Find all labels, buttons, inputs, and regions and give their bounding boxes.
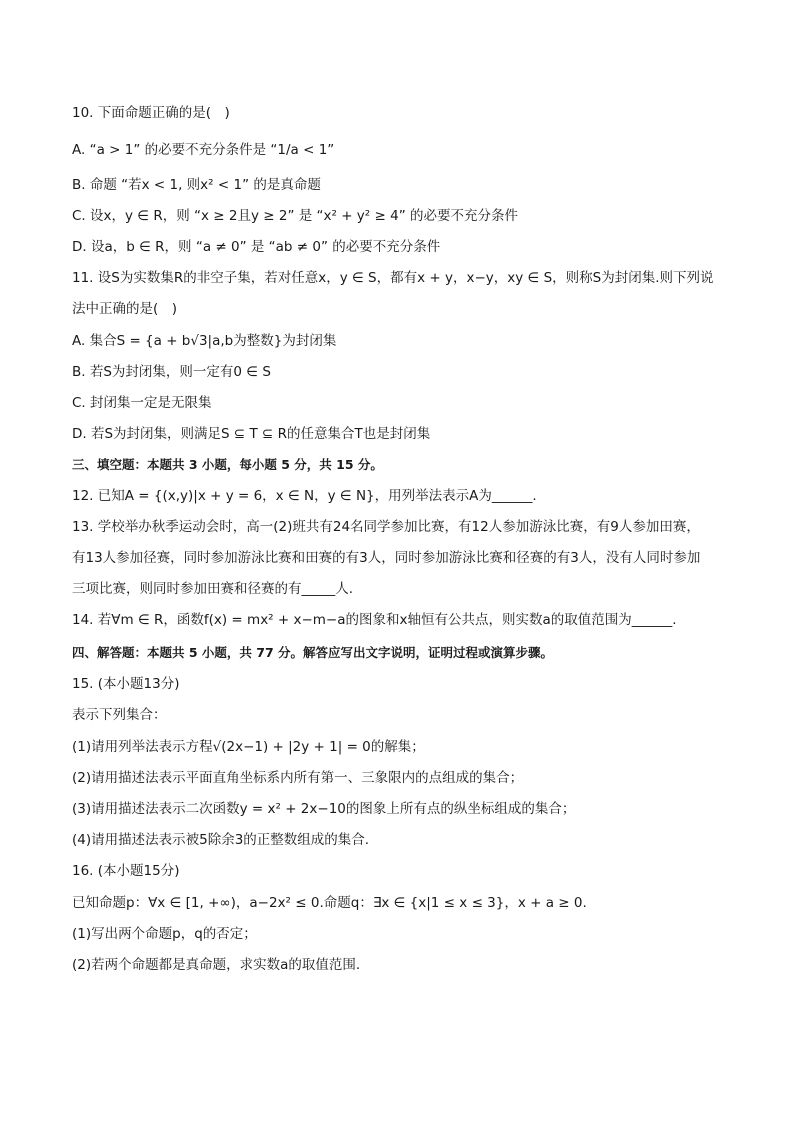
question-15-part1: (1)请用列举法表示方程√(2x−1) + |2y + 1| = 0的解集；: [72, 739, 425, 755]
question-16-part2: (2)若两个命题都是真命题，求实数a的取值范围.: [72, 957, 361, 973]
question-11-option-a: A. 集合S = {a + b√3|a,b为整数}为封闭集: [72, 333, 337, 349]
section-fill-in-heading: 三、填空题：本题共 3 小题，每小题 5 分，共 15 分。: [72, 457, 383, 472]
question-10-stem: 10. 下面命题正确的是( ): [72, 105, 230, 121]
question-13-line1: 13. 学校举办秋季运动会时，高一(2)班共有24名同学参加比赛，有12人参加游泳比赛，有9人参加田赛，: [72, 519, 700, 535]
question-11-stem-line2: 法中正确的是( ): [72, 301, 178, 317]
question-16-part1: (1)写出两个命题p，q的否定；: [72, 926, 257, 942]
question-11-option-c: C. 封闭集一定是无限集: [72, 395, 212, 411]
question-10-option-d: D. 设a，b ∈ R，则 “a ≠ 0” 是 “ab ≠ 0” 的必要不充分条件: [72, 239, 441, 255]
question-11-stem-line1: 11. 设S为实数集R的非空子集，若对任意x，y ∈ S，都有x + y，x−y，xy ∈ S，则称S为封闭集.则下列说: [72, 270, 714, 286]
question-15-intro: 表示下列集合：: [72, 707, 167, 723]
question-16-stem: 已知命题p：∀x ∈ [1, +∞)，a−2x² ≤ 0.命题q：∃x ∈ {x|1 ≤ x ≤ 3}，x + a ≥ 0.: [72, 895, 587, 911]
question-11-option-b: B. 若S为封闭集，则一定有0 ∈ S: [72, 364, 271, 380]
question-13-line3: 三项比赛，则同时参加田赛和径赛的有_____人.: [72, 581, 354, 597]
question-11-option-d: D. 若S为封闭集，则满足S ⊆ T ⊆ R的任意集合T也是封闭集: [72, 426, 431, 442]
question-15-part3: (3)请用描述法表示二次函数y = x² + 2x−10的图象上所有点的纵坐标组成的集合；: [72, 801, 576, 817]
question-15-part4: (4)请用描述法表示被5除余3的正整数组成的集合.: [72, 832, 370, 848]
question-12: 12. 已知A = {(x,y)|x + y = 6，x ∈ N，y ∈ N}，用列举法表示A为______.: [72, 488, 537, 504]
section-answer-heading: 四、解答题：本题共 5 小题，共 77 分。解答应写出文字说明，证明过程或演算步骤。: [72, 645, 554, 660]
question-15-heading: 15. (本小题13分): [72, 676, 180, 692]
question-16-heading: 16. (本小题15分): [72, 863, 180, 879]
question-10-option-c: C. 设x，y ∈ R，则 “x ≥ 2且y ≥ 2” 是 “x² + y² ≥ 4” 的必要不充分条件: [72, 208, 518, 224]
question-10-option-a: A. “a > 1” 的必要不充分条件是 “1/a < 1”: [72, 142, 335, 158]
question-13-line2: 有13人参加径赛，同时参加游泳比赛和田赛的有3人，同时参加游泳比赛和径赛的有3人，没有人同时参加: [72, 550, 701, 566]
question-14: 14. 若∀m ∈ R，函数f(x) = mx² + x−m−a的图象和x轴恒有公共点，则实数a的取值范围为______.: [72, 612, 677, 628]
question-10-option-b: B. 命题 “若x < 1, 则x² < 1” 的是真命题: [72, 177, 321, 193]
question-15-part2: (2)请用描述法表示平面直角坐标系内所有第一、三象限内的点组成的集合；: [72, 770, 524, 786]
